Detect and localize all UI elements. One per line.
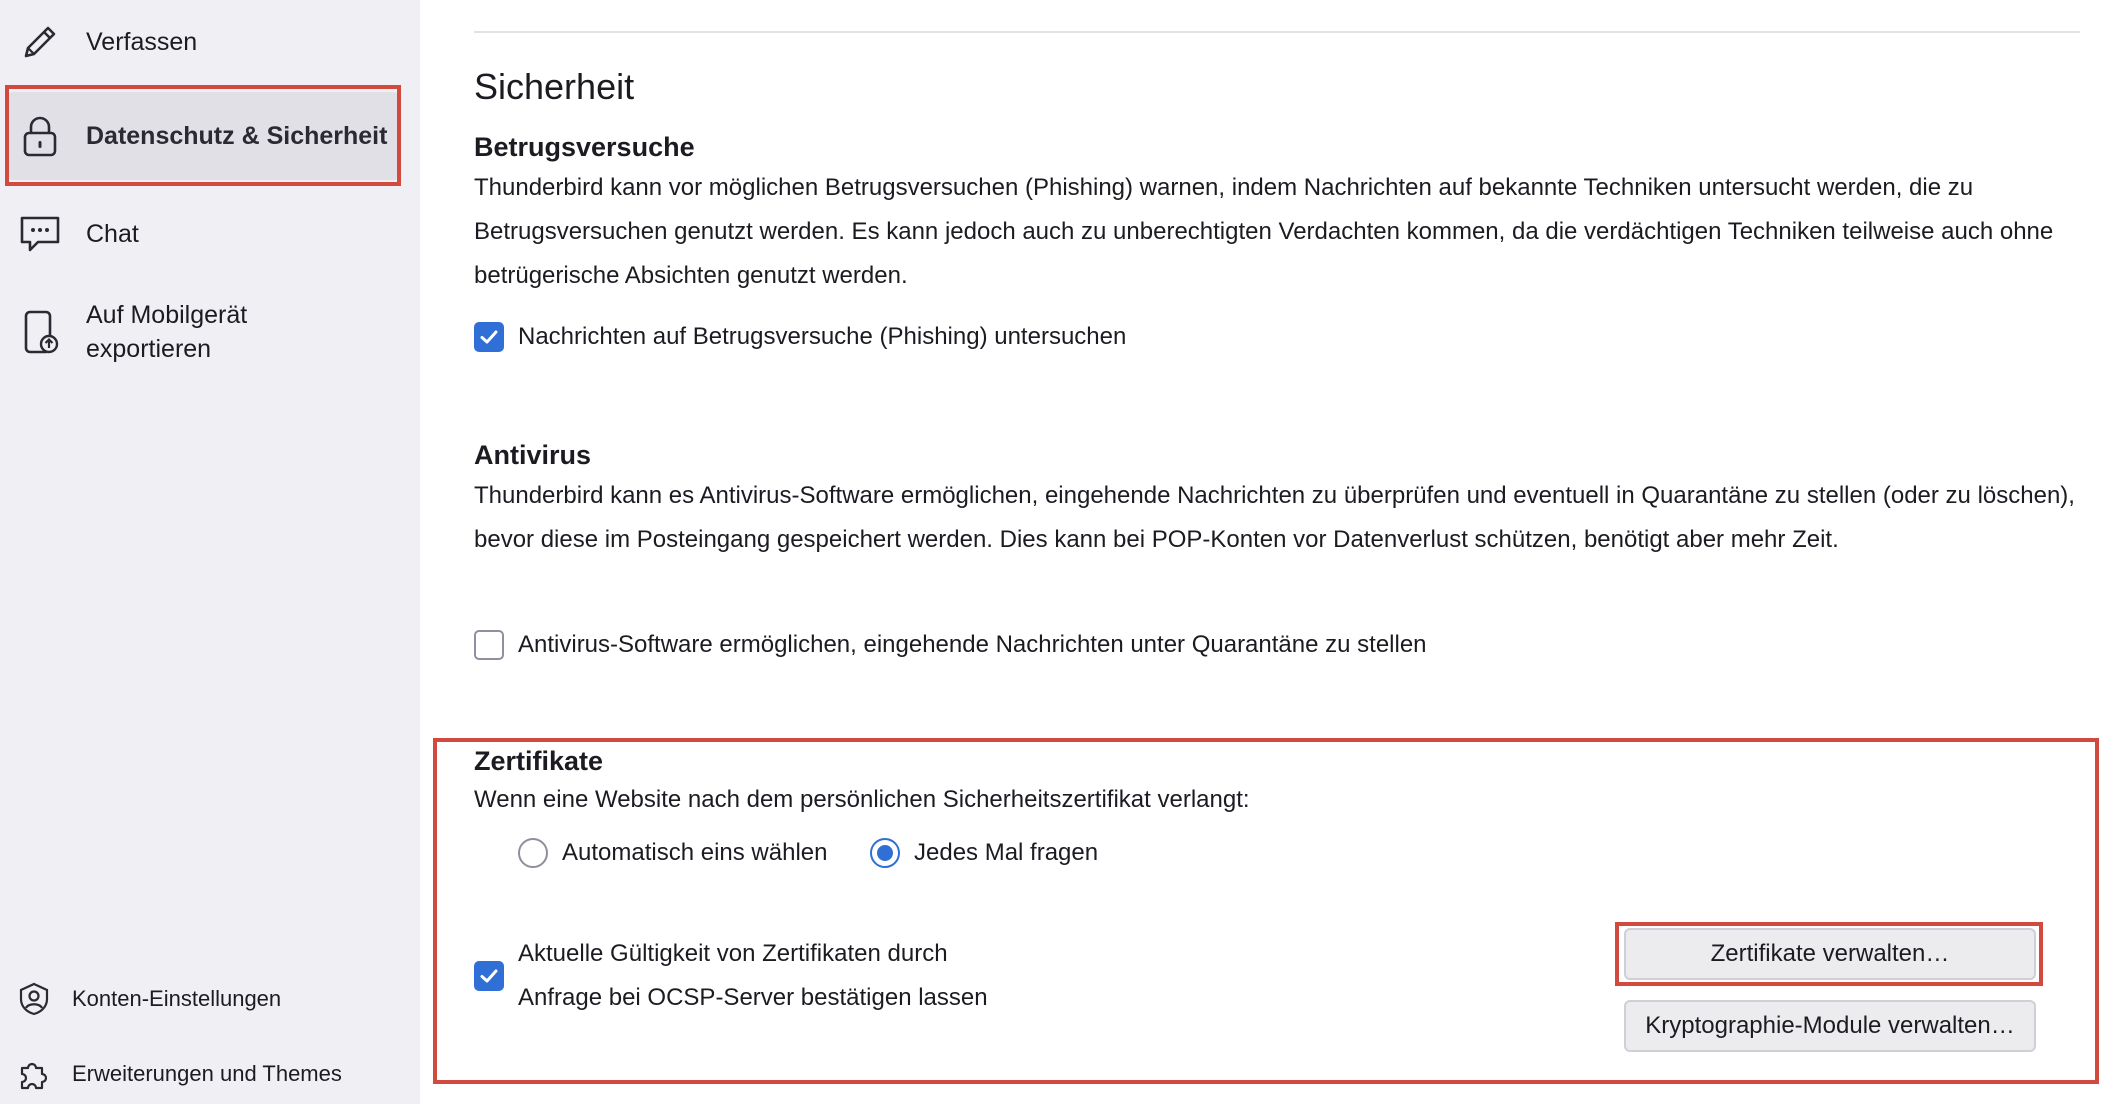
certificates-prompt: Wenn eine Website nach dem persönlichen Sicherheitszertifikat verlangt: xyxy=(474,786,1250,813)
preferences-content xyxy=(474,0,2088,1104)
ocsp-label-line-2: Anfrage bei OCSP-Server bestätigen lassen xyxy=(518,984,988,1011)
account-icon xyxy=(16,981,52,1017)
sidebar-item-label: Auf Mobilgerät exportieren xyxy=(86,301,248,363)
sidebar-item-mobile-export[interactable] xyxy=(8,292,398,372)
puzzle-icon xyxy=(16,1056,52,1092)
pencil-icon xyxy=(16,18,64,66)
sidebar-item-compose[interactable] xyxy=(8,14,398,70)
phishing-heading: Betrugsversuche xyxy=(474,132,695,162)
sidebar-item-label: Erweiterungen und Themes xyxy=(72,1061,342,1086)
phishing-checkbox-row[interactable] xyxy=(474,322,1126,352)
section-title: Sicherheit xyxy=(474,66,635,107)
sidebar-item-label: Konten-Einstellungen xyxy=(72,986,282,1011)
lock-icon xyxy=(16,112,64,160)
ocsp-checkbox[interactable] xyxy=(474,961,504,991)
antivirus-checkbox-row[interactable] xyxy=(474,630,1427,660)
sidebar-item-label: Verfassen xyxy=(86,27,198,56)
mobile-export-icon xyxy=(16,308,64,356)
radio-ask-row[interactable] xyxy=(870,838,1098,868)
divider xyxy=(474,31,2080,33)
chat-icon xyxy=(16,210,64,258)
radio-auto-row[interactable] xyxy=(518,838,827,868)
ocsp-label-line-1: Aktuelle Gültigkeit von Zertifikaten durch xyxy=(518,940,948,967)
phishing-checkbox-label[interactable]: Nachrichten auf Betrugsversuche (Phishing) untersuchen xyxy=(518,323,1127,350)
radio-ask-label[interactable]: Jedes Mal fragen xyxy=(914,839,1099,866)
sidebar xyxy=(0,0,420,1104)
sidebar-item-label: Datenschutz & Sicherheit xyxy=(86,121,388,150)
ocsp-checkbox-label[interactable] xyxy=(518,932,988,1020)
ocsp-checkbox-row[interactable] xyxy=(474,932,988,1020)
phishing-description: Thunderbird kann vor möglichen Betrugsversuchen (Phishing) warnen, indem Nachrichten auf bekannte Techniken untersucht werden, die zu Betrugsversuchen genutzt werden. Es kann jedoch auch zu unberechtigten Verdachten kommen, da die verdächtigen Techniken teilweise auch ohne betrügerische Absichten genutzt werden. xyxy=(474,174,2054,289)
radio-auto-select[interactable] xyxy=(518,838,548,868)
manage-crypto-modules-button[interactable]: Kryptographie-Module verwalten… xyxy=(1624,1000,2036,1052)
sidebar-item-extensions-themes[interactable] xyxy=(8,1050,398,1098)
sidebar-item-privacy-security[interactable] xyxy=(8,92,398,180)
phishing-checkbox[interactable] xyxy=(474,322,504,352)
sidebar-item-chat[interactable] xyxy=(8,204,398,264)
antivirus-checkbox-label[interactable]: Antivirus-Software ermöglichen, eingehende Nachrichten unter Quarantäne zu stellen xyxy=(518,631,1427,658)
sidebar-item-label: Chat xyxy=(86,219,139,248)
manage-certificates-button[interactable]: Zertifikate verwalten… xyxy=(1624,928,2036,980)
antivirus-description: Thunderbird kann es Antivirus-Software ermöglichen, eingehende Nachrichten zu überprüfen und eventuell in Quarantäne zu stellen (oder zu löschen), bevor diese im Posteingang gespeichert werden. Dies kann bei POP-Konten vor Datenverlust schützen, benötigt aber mehr Zeit. xyxy=(474,482,2075,553)
antivirus-checkbox[interactable] xyxy=(474,630,504,660)
antivirus-heading: Antivirus xyxy=(474,440,592,470)
radio-auto-label[interactable]: Automatisch eins wählen xyxy=(562,839,828,866)
sidebar-item-account-settings[interactable] xyxy=(8,975,398,1023)
certificates-heading: Zertifikate xyxy=(474,746,604,776)
radio-ask-every-time[interactable] xyxy=(870,838,900,868)
